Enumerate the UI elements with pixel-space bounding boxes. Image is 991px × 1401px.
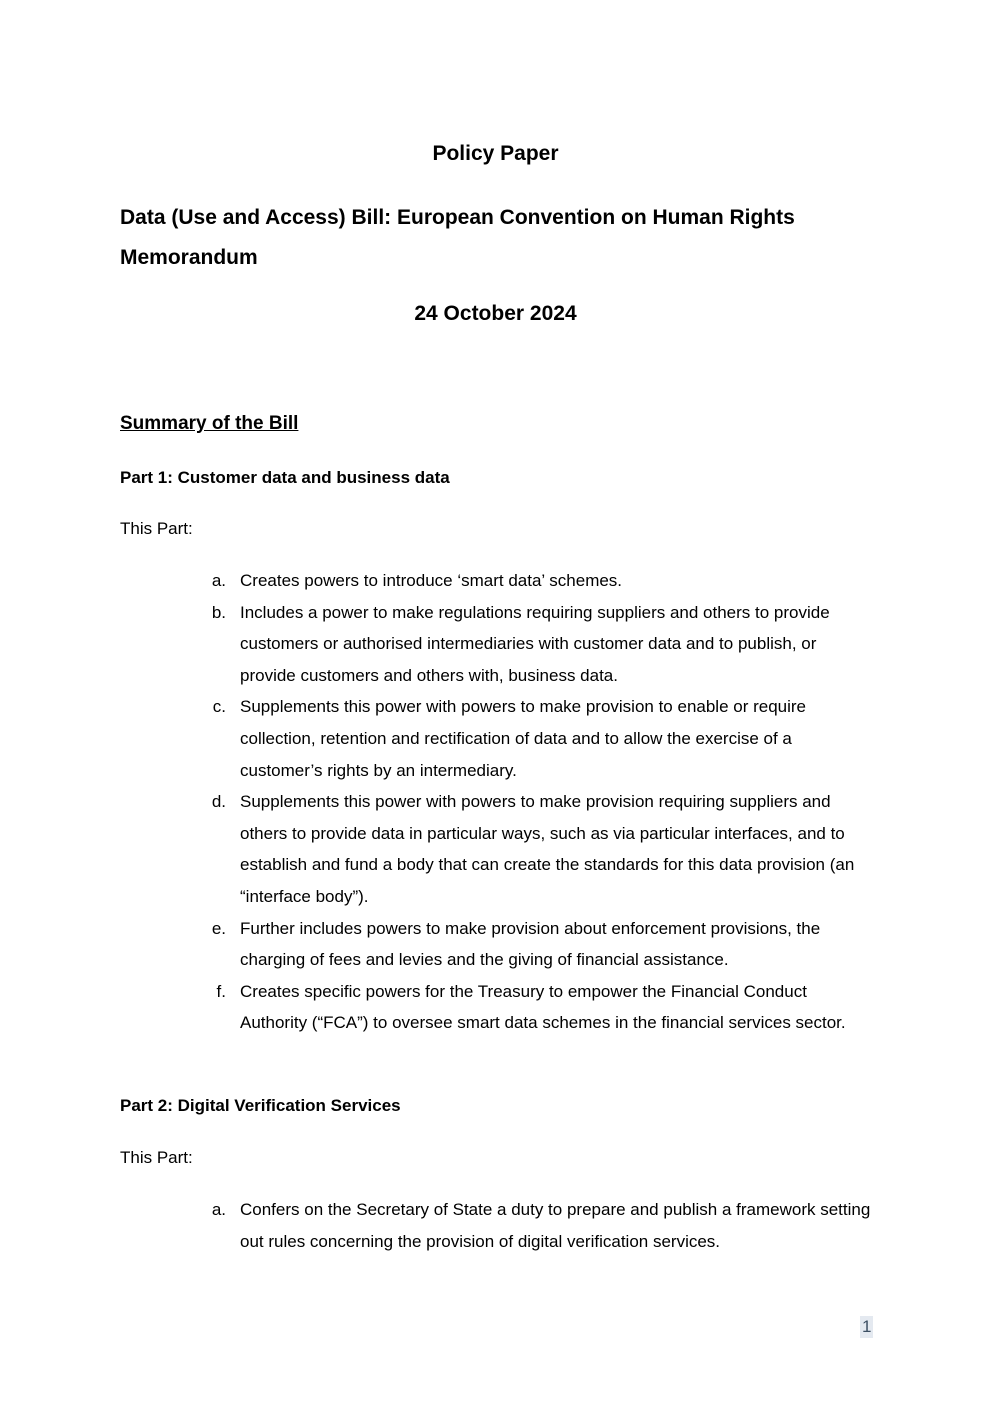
list-marker: d.: [211, 792, 226, 812]
list-item: [0, 597, 872, 692]
part-1-heading: Part 1: Customer data and business data: [120, 468, 450, 487]
list-item: [0, 976, 872, 1039]
list-item: [0, 786, 872, 912]
list-item: [0, 1194, 872, 1257]
page-number: 1: [862, 1317, 872, 1336]
list-item: [0, 565, 872, 597]
list-marker: a.: [211, 1200, 226, 1219]
list-item-text: Further includes powers to make provision about enforcement provisions, the charging of fees and levies and the giving of financial assistance.: [240, 918, 821, 970]
summary-heading: Summary of the Bill: [120, 413, 299, 434]
part-2-intro: This Part:: [120, 1148, 193, 1167]
part-1-list: [0, 565, 991, 1039]
document-type-heading: Policy Paper: [432, 142, 559, 165]
list-item: [0, 691, 872, 786]
part-1-intro: This Part:: [120, 519, 193, 538]
list-marker: b.: [211, 602, 226, 622]
part-2-list: [0, 1194, 991, 1257]
list-item-text: Creates powers to introduce ‘smart data’ schemes.: [240, 571, 623, 590]
list-marker: f.: [216, 981, 226, 1001]
list-item-text: Creates specific powers for the Treasury to empower the Financial Conduct Authority (“FCA”) to oversee smart data schemes in the financial services sector.: [240, 981, 846, 1033]
list-item: [0, 913, 872, 976]
list-marker: e.: [211, 918, 226, 938]
document-title: Data (Use and Access) Bill: European Convention on Human Rights Memorandum: [120, 206, 795, 269]
document-date: 24 October 2024: [414, 302, 577, 325]
list-marker: a.: [211, 571, 226, 590]
part-2-heading: Part 2: Digital Verification Services: [120, 1096, 401, 1115]
list-item-text: Includes a power to make regulations requiring suppliers and others to provide customers or authorised intermediaries with customer data and to publish, or provide customers and others with, business data.: [240, 602, 830, 685]
list-item-text: Supplements this power with powers to make provision to enable or require collection, retention and rectification of data and to allow the exercise of a customer’s rights by an intermediary.: [240, 697, 807, 780]
list-item-text: Supplements this power with powers to make provision requiring suppliers and others to provide data in particular ways, such as via particular interfaces, and to establish and fund a body that can create the standards for this data provision (an “interface body”).: [240, 792, 855, 906]
list-item-text: Confers on the Secretary of State a duty to prepare and publish a framework setting out rules concerning the provision of digital verification services.: [240, 1200, 871, 1251]
list-marker: c.: [212, 697, 226, 717]
